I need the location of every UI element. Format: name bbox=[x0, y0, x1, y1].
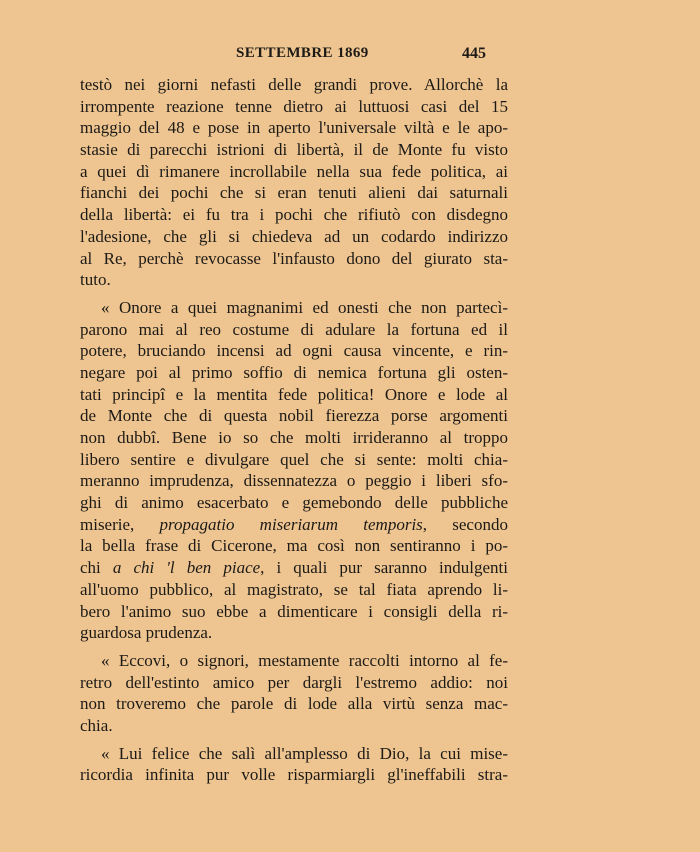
text-run: miserie, bbox=[80, 514, 160, 534]
paragraph-3 bbox=[80, 650, 508, 737]
latin-quotation: propagatio miseriarum temporis bbox=[159, 514, 423, 534]
text-line: maggio del 48 e pose in aperto l'universale viltà e le apo- bbox=[80, 118, 508, 138]
text-line-with-italic bbox=[80, 557, 508, 579]
text-line: non troveremo che parole di lode alla virtù senza mac- bbox=[80, 694, 508, 714]
text-line: l'adesione, che gli si chiedeva ad un codardo indirizzo bbox=[80, 226, 508, 246]
text-line: tuto. bbox=[80, 270, 111, 290]
body-text bbox=[80, 74, 508, 786]
text-line: la bella frase di Cicerone, ma così non sentiranno i po- bbox=[80, 536, 508, 556]
text-run: , i quali pur saranno indulgenti bbox=[260, 558, 508, 578]
text-line: libero sentire e divulgare quel che si sente: molti chia- bbox=[80, 449, 508, 469]
text-line: potere, bruciando incensi ad ogni causa vincente, e rin- bbox=[80, 341, 508, 361]
text-line: parono mai al reo costume di adulare la fortuna ed il bbox=[80, 319, 508, 339]
text-run: , secondo bbox=[422, 514, 508, 534]
text-line: testò nei giorni nefasti delle grandi prove. Allorchè la bbox=[80, 75, 508, 94]
text-line: al Re, perchè revocasse l'infausto dono del giurato sta- bbox=[80, 248, 508, 268]
paragraph-4 bbox=[80, 743, 508, 786]
text-line: ricordia infinita pur volle risparmiargli gl'ineffabili stra- bbox=[80, 765, 508, 785]
text-line: guardosa prudenza. bbox=[80, 623, 213, 643]
text-line: de Monte che di questa nobil fierezza porse argomenti bbox=[80, 406, 508, 426]
paragraph-2 bbox=[80, 297, 508, 644]
text-line: retro dell'estinto amico per dargli l'estremo addio: noi bbox=[80, 672, 508, 692]
text-line: « Lui felice che salì all'amplesso di Dio, la cui mise- bbox=[101, 743, 508, 763]
text-line: della libertà: ei fu tra i pochi che rifiutò con disdegno bbox=[80, 205, 508, 225]
text-line: non dubbî. Bene io so che molti irrideranno al troppo bbox=[80, 428, 508, 447]
text-line: chia. bbox=[80, 715, 113, 735]
text-line: irrompente reazione tenne dietro ai luttuosi casi del 15 bbox=[80, 96, 508, 116]
text-line: meranno imprudenza, dissennatezza o peggio i liberi sfo- bbox=[80, 471, 508, 491]
running-head-title: SETTEMBRE 1869 bbox=[236, 45, 369, 61]
text-line: « Onore a quei magnanimi ed onesti che non partecì- bbox=[101, 297, 508, 317]
text-run: chi bbox=[80, 558, 113, 578]
text-line: negare poi al primo soffio di nemica fortuna gli osten- bbox=[80, 362, 508, 382]
text-line: tati principî e la mentita fede politica! Onore e lode al bbox=[80, 384, 508, 404]
text-line: « Eccovi, o signori, mestamente raccolti intorno al fe- bbox=[101, 650, 508, 670]
text-line: ghi di animo esacerbato e gemebondo delle pubbliche bbox=[80, 493, 508, 513]
text-line: stasie di parecchi istrioni di libertà, il de Monte fu visto bbox=[80, 140, 508, 160]
text-line: fianchi dei pochi che si eran tenuti alieni dai saturnali bbox=[80, 183, 508, 203]
text-line: a quei dì rimanere incrollabile nella sua fede politica, ai bbox=[80, 161, 508, 181]
page-number: 445 bbox=[462, 45, 486, 62]
text-line-with-italic bbox=[80, 514, 508, 536]
text-line: bero l'animo suo ebbe a dimenticare i consigli della ri- bbox=[80, 601, 508, 621]
paragraph-1 bbox=[80, 74, 508, 291]
italian-quotation: a chi 'l ben piace bbox=[112, 558, 261, 578]
text-line: all'uomo pubblico, al magistrato, se tal fiata aprendo li- bbox=[80, 579, 508, 599]
running-head bbox=[0, 45, 700, 67]
